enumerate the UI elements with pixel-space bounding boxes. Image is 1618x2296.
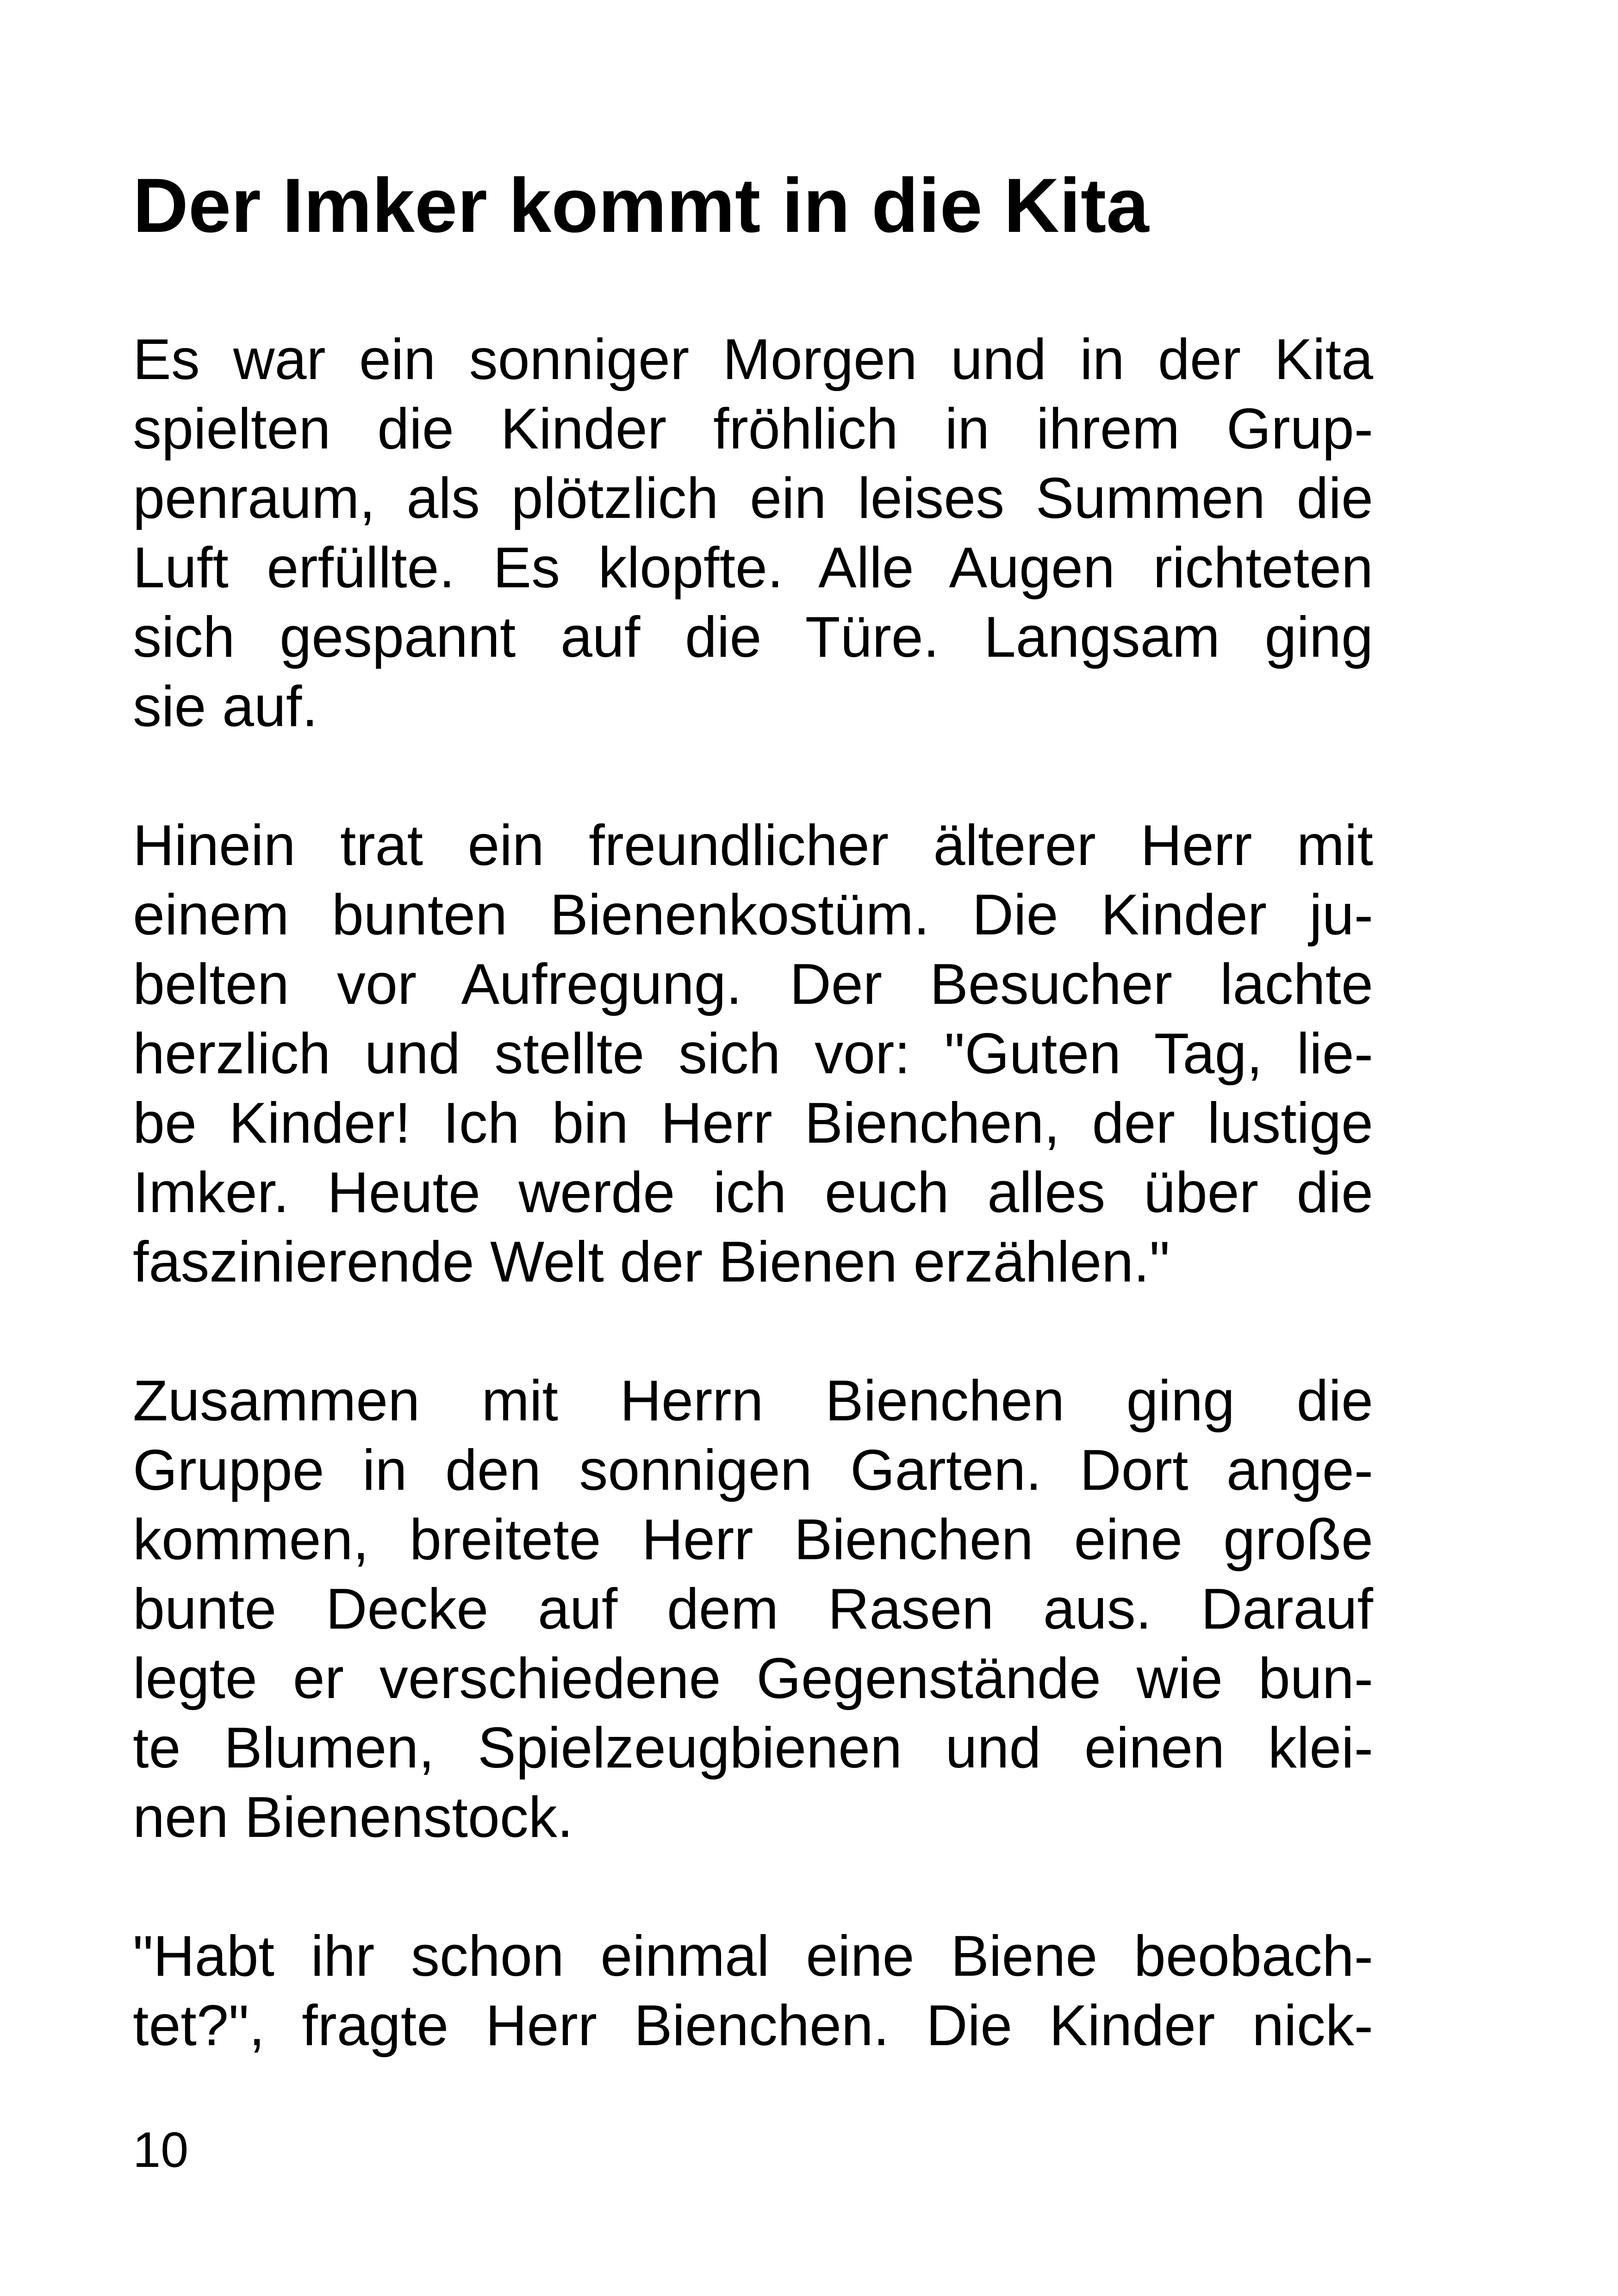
text-line: nen Bienenstock.	[133, 1786, 573, 1849]
paragraph-2	[133, 811, 1373, 1297]
text-line: sie auf.	[133, 675, 318, 739]
text-line: faszinierende Welt der Bienen erzählen."	[133, 1230, 1170, 1294]
text-line: be Kinder! Ich bin Herr Bienchen, der lustige	[133, 1091, 1373, 1155]
paragraph-3	[133, 1366, 1373, 1852]
text-line: sich gespannt auf die Türe. Langsam ging	[133, 605, 1373, 669]
paragraph-4	[133, 1922, 1373, 2060]
text-line: belten vor Aufregung. Der Besucher lachte	[133, 952, 1373, 1016]
text-line: penraum, als plötzlich ein leises Summen die	[133, 467, 1373, 530]
text-line: Luft erfüllte. Es klopfte. Alle Augen richteten	[133, 536, 1373, 600]
text-line: Es war ein sonniger Morgen und in der Kita	[133, 328, 1373, 392]
text-line: Gruppe in den sonnigen Garten. Dort ange-	[133, 1438, 1373, 1502]
text-line: Imker. Heute werde ich euch alles über die	[133, 1161, 1373, 1225]
chapter-title: Der Imker kommt in die Kita	[133, 163, 1149, 249]
text-line: tet?", fragte Herr Bienchen. Die Kinder nick-	[133, 1994, 1373, 2058]
paragraph-1	[133, 325, 1373, 741]
page-number: 10	[133, 2122, 189, 2178]
text-line: bunte Decke auf dem Rasen aus. Darauf	[133, 1577, 1373, 1641]
text-line: "Habt ihr schon einmal eine Biene beobach-	[133, 1924, 1373, 1988]
text-line: einem bunten Bienenkostüm. Die Kinder ju-	[133, 883, 1373, 947]
text-line: spielten die Kinder fröhlich in ihrem Grup-	[133, 397, 1373, 461]
text-line: legte er verschiedene Gegenstände wie bun-	[133, 1647, 1373, 1711]
text-line: te Blumen, Spielzeugbienen und einen klei-	[133, 1716, 1373, 1780]
text-line: kommen, breitete Herr Bienchen eine große	[133, 1508, 1373, 1572]
text-line: herzlich und stellte sich vor: "Guten Tag, lie-	[133, 1022, 1373, 1086]
text-line: Hinein trat ein freundlicher älterer Herr mit	[133, 814, 1373, 877]
text-line: Zusammen mit Herrn Bienchen ging die	[133, 1369, 1373, 1433]
